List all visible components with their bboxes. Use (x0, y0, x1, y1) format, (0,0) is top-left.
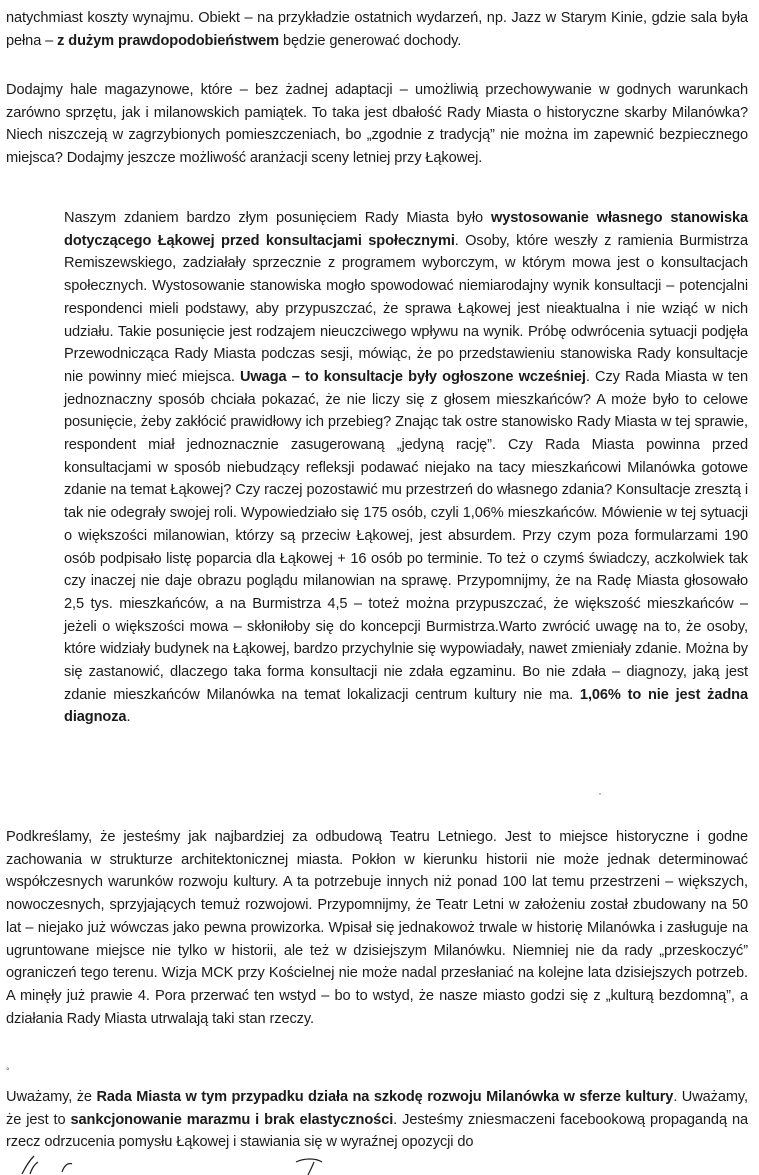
text-run: natychmiast koszty wynajmu. Obiekt – na przykładzie ostatnich wydarzeń, np. Jazz w Starym Kinie, gdzie sala była pełna – (6, 10, 748, 49)
text-run: Podkreślamy, że jesteśmy jak najbardziej za odbudową Teatru Letniego. Jest to miejsce historyczne i godne zachowania w strukturze architektonicznej miasta. Pokłon w kierunku historii nie może jednak determinować współczesnych warunków rozwoju kultury. A ta potrzebuje innych niż ponad 100 lat temu przestrzeni – większych, nowoczesnych, sprzyjających temuż rozwojowi. Przypomnijmy, że Teatr Letni w założeniu został zbudowany na 50 lat – niejako już wówczas jako pewna prowizorka. Wpisał się jednakowoż trwale w historię Milanówka i zasługuje na ugruntowane miejsce nie tylko w historii, ale też w dzisiejszym Milanówku. Niemniej nie da rady „przeskoczyć” ograniczeń tego terenu. Wizja MCK przy Kościelnej nie może nadal przesłaniać na kolejne lata dzisiejszych potrzeb. A minęły już prawie 4. Pora przerwać ten wstyd – bo to wstyd, że nasze miasto godzi się z „kulturą bezdomną”, a działania Rady Miasta utrwalają taki stan rzeczy. (6, 829, 748, 1027)
text-run: Naszym zdaniem bardzo złym posunięciem Rady Miasta było (64, 210, 491, 226)
speck-mark: · (598, 786, 602, 800)
paragraph-summer-theatre (6, 826, 748, 1030)
paragraph-consultations (64, 207, 748, 729)
bold-run: Uwaga – to konsultacje były ogłoszone wcześniej (239, 368, 586, 385)
bold-run: 1,06% to nie jest żadna diagnoza (64, 686, 749, 726)
paragraph-warehouse (6, 79, 748, 170)
paragraph-costs (6, 7, 748, 52)
text-run: Dodajmy hale magazynowe, które – bez żadnej adaptacji – umożliwią przechowywanie w godnych warunkach zarówno sprzętu, jak i milanowskich pamiątek. To taka jest dbałość Rady Miasta o historyczne skarby Milanówka? Niech niszczeją w zagrzybionych pomieszczeniach, bo „zgodnie z tradycją” nie można im zapewnić bezpiecznego miejsca? Dodajmy jeszcze możliwość aranżacji sceny letniej przy Łąkowej. (6, 82, 748, 167)
text-run: . Jesteśmy zniesmaczeni facebookową propagandą na rzecz odrzucenia pomysłu Łąkowej i stawiania się w wyraźnej opozycji do (6, 1111, 748, 1151)
text-run: . Osoby, które weszły z ramienia Burmistrza Remiszewskiego, zadziałały sprzecznie z programem wyborczym, w którym mowa jest o konsultacjach społecznych. Wystosowanie stanowiska mogło spowodować niemiarodajny wynik konsultacji – potencjalni respondenci mieli podstawy, aby przypuszczać, że sprawa Łąkowej jest nieaktualna i nie wziąć w nich udziału. Takie posunięcie jest rodzajem nieuczciwego wpływu na wynik. Próbę odwrócenia sytuacji podjęła Przewodnicząca Rady Miasta podczas sesji, mówiąc, że po przedstawieniu stanowiska Rady konsultacje nie powinny mieć miejsca. (64, 232, 748, 385)
speck-mark: ° (6, 1066, 10, 1076)
bold-run: z dużym prawdopodobieństwem (57, 32, 280, 49)
bold-run: wystosowanie własnego stanowiska dotyczącego Łąkowej przed konsultacjami społecznymi (64, 210, 749, 249)
text-run: . Uważamy, że jest to (6, 1089, 748, 1128)
text-run: . (126, 709, 131, 726)
text-run: . Czy Rada Miasta w ten jednoznaczny sposób chciała pokazać, że nie liczy się z głosem mieszkańców? A może było to celowe posunięcie, żeby zakłócić prawidłowy ich przebieg? Znając tak ostre stanowisko Rady Miasta w tej sprawie, respondent miał jednoznacznie zasugerowaną „jedyną rację”. Czy Rada Miasta powinna przed konsultacjami w sposób niebudzący refleksji podawać niejako na tacy mieszkańcowi Milanówka gotowe zdanie na temat Łąkowej? Czy raczej pozostawić mu przestrzeń do własnego zdania? Konsultacje zresztą i tak nie odegrały swojej roli. Wypowiedziało się 175 osób, czyli 1,06% mieszkańców. Mówienie w tej sytuacji o większości milanowian, którzy są przeciw Łąkowej, jest absurdem. Przy czym poza formularzami 190 osób podpisało listę poparcia dla Łąkowej + 16 osób po terminie. To też o czymś świadczy, aczkolwiek tak czy inaczej nie daje obrazu poglądu milanowian na sprawę. Przypomnijmy, że na Radę Miasta głosowało 2,5 tys. mieszkańców, a na Burmistrza 4,5 – toteż można przypuszczać, że większość mieszkańców – jeżeli o większości mowa – skłoniłoby się do koncepcji Burmistrza.Warto zwrócić uwagę na to, że osoby, które widziały budynek na Łąkowej, bardzo przychylnie się wypowiadały, nawet zmieniały zdanie. Można by się zastanowić, dlaczego taka forma konsultacji nie zdała egzaminu. Bo nie zdała – diagnozy, jaką jest zdanie mieszkańców Milanówka na temat lokalizacji centrum kultury nie ma. (64, 368, 748, 703)
bold-run: Rada Miasta w tym przypadku działa na szkodę rozwoju Milanówka w sferze kultury (96, 1089, 674, 1105)
text-run: będzie generować dochody. (279, 32, 462, 49)
handwritten-signature-scribble (0, 1152, 759, 1175)
paragraph-conclusion (6, 1086, 748, 1154)
text-run: Uważamy, że (6, 1089, 97, 1105)
bold-run: sankcjonowanie marazmu i brak elastyczności (70, 1111, 394, 1128)
